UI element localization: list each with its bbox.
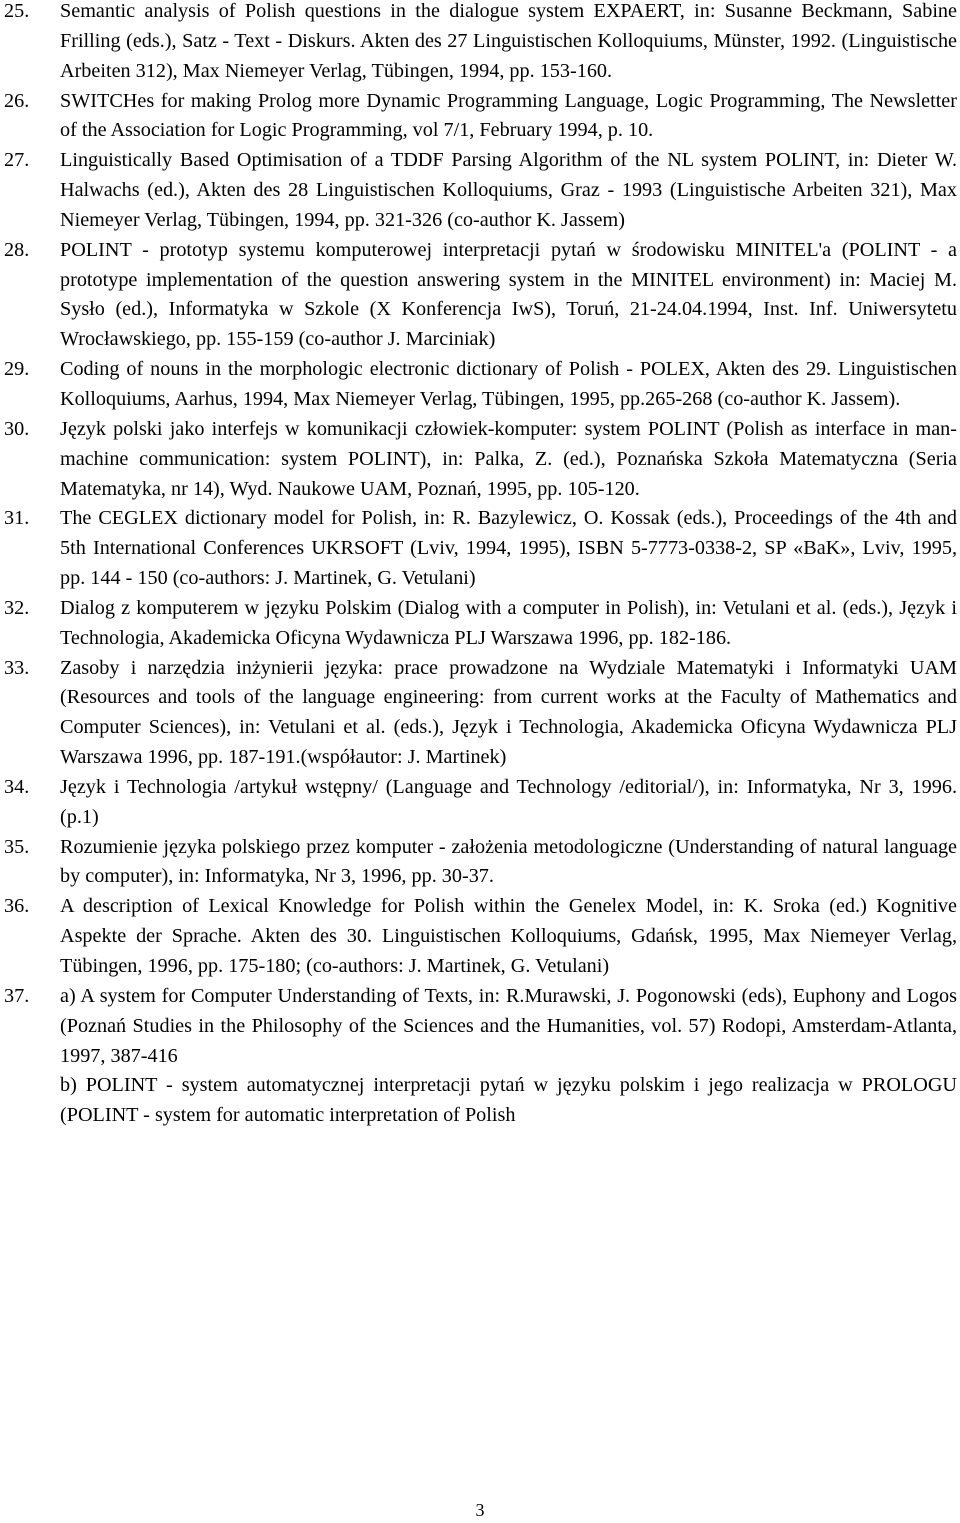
reference-list: [4, 0, 957, 1131]
reference-number: 31.: [4, 507, 30, 530]
reference-number: 32.: [4, 596, 30, 619]
reference-number: 34.: [4, 775, 30, 798]
reference-33: [4, 654, 957, 773]
reference-25: [4, 0, 957, 87]
reference-32: [4, 594, 957, 654]
reference-text: Język i Technologia /artykuł wstępny/ (Language and Technology /editorial/), in: Informatyka, Nr 3, 1996. (p.1): [60, 775, 957, 828]
reference-34: [4, 773, 957, 833]
reference-text: Język polski jako interfejs w komunikacji człowiek-komputer: system POLINT (Polish as interface in man-machine communication: system POLINT), in: Palka, Z. (ed.), Poznańska Szkoła Matematyczna (Seria Matematyka, nr 14), Wyd. Naukowe UAM, Poznań, 1995, pp. 105-120.: [60, 417, 957, 500]
reference-number: 36.: [4, 895, 30, 918]
reference-text: A description of Lexical Knowledge for Polish within the Genelex Model, in: K. Sroka (ed.) Kognitive Aspekte der Sprache. Akten des 30. Linguistischen Kolloquiums, Gdańsk, 1995, Max Niemeyer Verlag, Tübingen, 1996, pp. 175-180; (co-authors: J. Martinek, G. Vetulani): [60, 895, 957, 977]
reference-text: Semantic analysis of Polish questions in the dialogue system EXPAERT, in: Susanne Beckmann, Sabine Frilling (eds.), Satz - Text - Diskurs. Akten des 27 Linguistischen Kolloquiums, Münster, 1992. (Linguistische Arbeiten 312), Max Niemeyer Verlag, Tübingen, 1994, pp. 153-160.: [60, 0, 957, 82]
reference-35: [4, 833, 957, 893]
reference-number: 27.: [4, 149, 30, 172]
reference-text-part-a: a) A system for Computer Understanding of Texts, in: R.Murawski, J. Pogonowski (eds), Euphony and Logos (Poznań Studies in the Philosophy of the Sciences and the Humanities, vol. 57) Rodopi, Amsterdam-Atlanta, 1997, 387-416: [60, 984, 957, 1067]
reference-36: [4, 892, 957, 982]
reference-text: Dialog z komputerem w języku Polskim (Dialog with a computer in Polish), in: Vetulani et al. (eds.), Język i Technologia, Akademicka Oficyna Wydawnicza PLJ Warszawa 1996, pp. 182-186.: [60, 596, 957, 649]
reference-26: [4, 87, 957, 147]
reference-number: 30.: [4, 417, 30, 440]
reference-number: 26.: [4, 89, 30, 112]
reference-number: 35.: [4, 835, 30, 858]
reference-number: 29.: [4, 358, 30, 381]
reference-number: 33.: [4, 656, 30, 679]
reference-text: SWITCHes for making Prolog more Dynamic Programming Language, Logic Programming, The Newsletter of the Association for Logic Programming, vol 7/1, February 1994, p. 10.: [60, 89, 957, 142]
reference-number: 28.: [4, 238, 30, 261]
reference-number: 37.: [4, 984, 30, 1007]
reference-text: POLINT - prototyp systemu komputerowej interpretacji pytań w środowisku MINITEL'a (POLINT - a prototype implementation of the question answering system in the MINITEL environment) in: Maciej M. Sysło (ed.), Informatyka w Szkole (X Konferencja IwS), Toruń, 21-24.04.1994, Inst. Inf. Uniwersytetu Wrocławskiego, pp. 155-159 (co-author J. Marciniak): [60, 238, 957, 351]
reference-number: 25.: [4, 0, 30, 22]
page-number: 3: [475, 1500, 485, 1520]
reference-37: [4, 982, 957, 1131]
reference-text: The CEGLEX dictionary model for Polish, in: R. Bazylewicz, O. Kossak (eds.), Proceedings of the 4th and 5th International Conferences UKRSOFT (Lviv, 1994, 1995), ISBN 5-7773-0338-2, SP «BaK», Lviv, 1995, pp. 144 - 150 (co-authors: J. Martinek, G. Vetulani): [60, 507, 957, 590]
reference-31: [4, 504, 957, 594]
reference-text: Rozumienie języka polskiego przez komputer - założenia metodologiczne (Understanding of natural language by computer), in: Informatyka, Nr 3, 1996, pp. 30-37.: [60, 835, 957, 888]
reference-text: Linguistically Based Optimisation of a TDDF Parsing Algorithm of the NL system POLINT, in: Dieter W. Halwachs (ed.), Akten des 28 Linguistischen Kolloquiums, Graz - 1993 (Linguistische Arbeiten 321), Max Niemeyer Verlag, Tübingen, 1994, pp. 321-326 (co-author K. Jassem): [60, 149, 957, 231]
reference-text: Zasoby i narzędzia inżynierii języka: prace prowadzone na Wydziale Matematyki i Informatyki UAM (Resources and tools of the language engineering: from current works at the Faculty of Mathematics and Computer Sciences), in: Vetulani et al. (eds.), Język i Technologia, Akademicka Oficyna Wydawnicza PLJ Warszawa 1996, pp. 187-191.(współautor: J. Martinek): [60, 656, 957, 769]
reference-27: [4, 146, 957, 236]
reference-text: Coding of nouns in the morphologic electronic dictionary of Polish - POLEX, Akten des 29. Linguistischen Kolloquiums, Aarhus, 1994, Max Niemeyer Verlag, Tübingen, 1995, pp.265-268 (co-author K. Jassem).: [60, 358, 957, 410]
reference-28: [4, 236, 957, 355]
reference-29: [4, 355, 957, 415]
reference-text-part-b: b) POLINT - system automatycznej interpretacji pytań w języku polskim i jego realizacja w PROLOGU (POLINT - system for automatic interpretation of Polish: [60, 1074, 957, 1127]
reference-30: [4, 415, 957, 505]
